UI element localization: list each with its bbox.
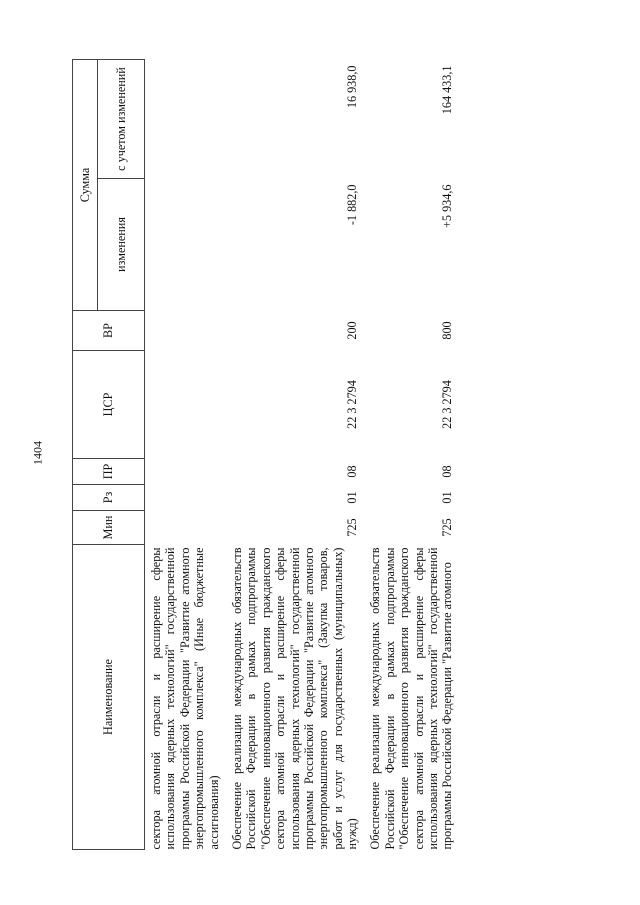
row-name: сектора атомной отрасли и расширение сферы использования ядерных технологий" государственной программы Российской Федерации "Развитие атомного энергопромышленного комплекса" (Иные бюджетные ассигнования) (149, 547, 221, 850)
row-pr: 08 (440, 465, 455, 478)
row-change: +5 934,6 (440, 184, 455, 228)
row-csr: 22 3 2794 (440, 380, 455, 429)
row-vr (145, 311, 226, 351)
row-pr (145, 459, 226, 485)
row-name: Обеспечение реализации международных обязательств Российской Федерации в рамках подпрограммы "Обеспечение инновационного развития гражданского сектора атомной отрасли и расширение сферы использования ядерных технологий" государственной программы Российской Федерации "Развитие атомного энергопромышленного комплекса" (Закупка товаров, работ и услуг для государственных (муниципальных) нужд) (229, 547, 360, 850)
row-vr: 800 (440, 321, 455, 340)
row-rz (145, 485, 226, 511)
row-with-change: 164 433,1 (440, 65, 455, 115)
header-name: Наименование (73, 545, 145, 850)
row-with-change: 16 938,0 (345, 65, 360, 109)
row-change (145, 179, 226, 311)
row-with-change (145, 59, 226, 178)
row-min: 725 (345, 518, 360, 537)
row-pr: 08 (345, 465, 360, 478)
row-csr (145, 351, 226, 459)
header-vr: ВР (73, 311, 145, 351)
row-min (145, 511, 226, 545)
row-name: Обеспечение реализации международных обязательств Российской Федерации в рамках подпрограммы "Обеспечение инновационного развития гражданского сектора атомной отрасли и расширение сферы использования ядерных технологий" государственной программы Российской Федерации "Развитие атомного (368, 547, 455, 850)
header-change: изменения (98, 179, 145, 311)
header-with-change: с учетом изменений (98, 59, 145, 178)
header-pr: ПР (73, 459, 145, 485)
header-min: Мин (73, 511, 145, 545)
row-change: -1 882,0 (345, 184, 360, 226)
table-row (226, 59, 365, 849)
row-vr: 200 (345, 321, 360, 340)
budget-table-container (72, 60, 572, 850)
table-row (364, 59, 459, 849)
row-csr: 22 3 2794 (345, 380, 360, 429)
header-sum: Сумма (73, 59, 98, 310)
budget-table (72, 59, 460, 850)
header-csr: ЦСР (73, 351, 145, 459)
row-rz: 01 (440, 491, 455, 504)
row-rz: 01 (345, 491, 360, 504)
header-rz: Рз (73, 485, 145, 511)
row-min: 725 (440, 518, 455, 537)
page-number: 1404 (30, 441, 45, 465)
table-row (145, 59, 226, 849)
